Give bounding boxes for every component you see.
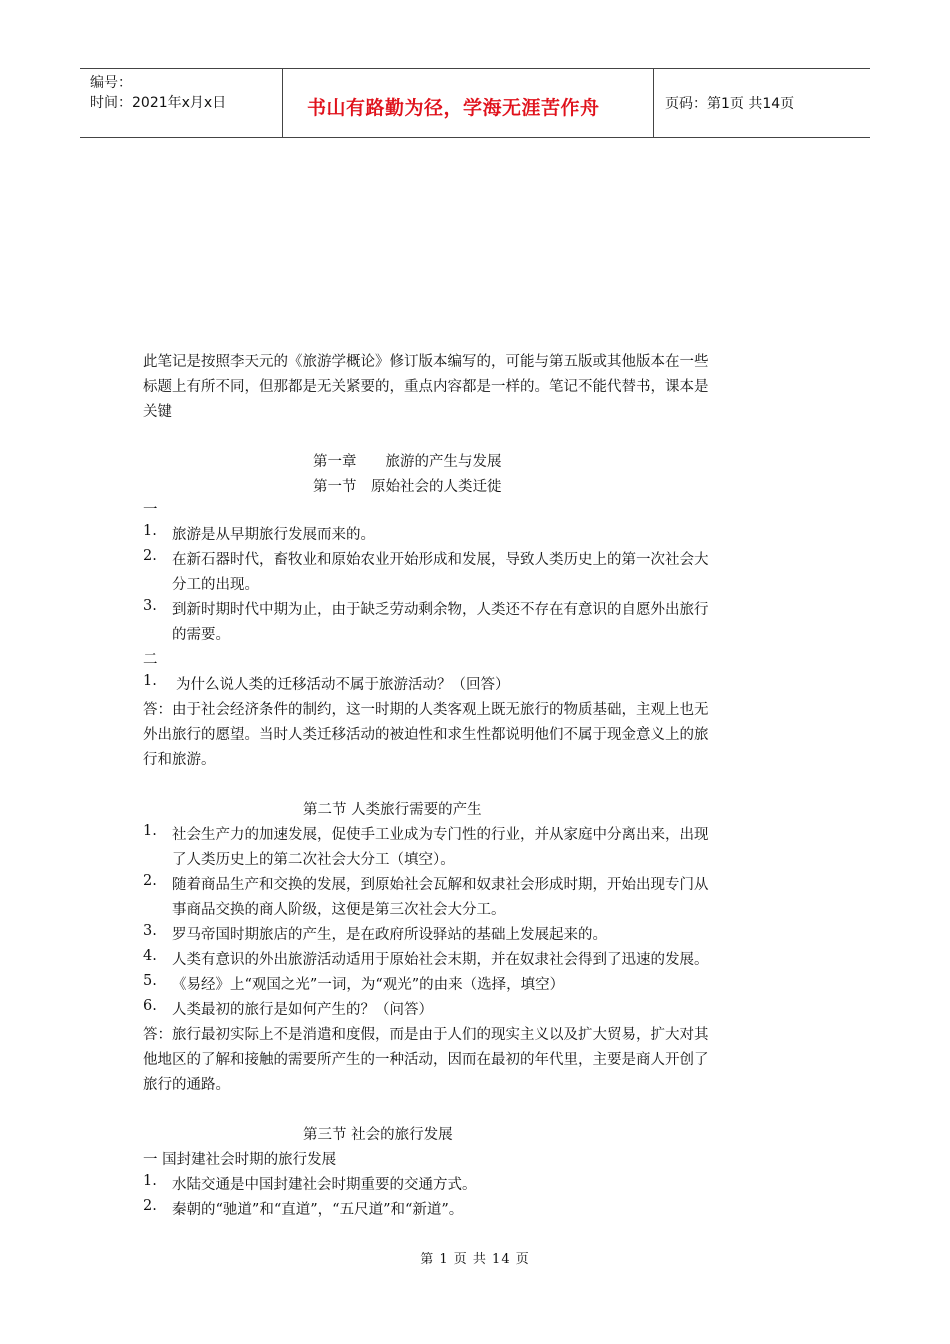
- page-header: [80, 68, 870, 138]
- list-item: 到新时期时代中期为止，由于缺乏劳动剩余物，人类还不存在有意识的自愿外出旅行: [172, 602, 709, 618]
- list-number: 1.: [143, 673, 157, 689]
- page-footer: 第 1 页 共 14 页: [420, 1252, 530, 1267]
- part-label: 一 国封建社会时期的旅行发展: [143, 1152, 337, 1168]
- list-number: 6.: [143, 998, 157, 1014]
- motto: 书山有路勤为径，学海无涯苦作舟: [307, 97, 600, 119]
- list-item: 旅游是从早期旅行发展而来的。: [172, 527, 375, 543]
- list-item: 人类有意识的外出旅游活动适用于原始社会末期，并在奴隶社会得到了迅速的发展。: [172, 952, 709, 968]
- section-title: 第二节 人类旅行需要的产生: [303, 802, 482, 818]
- list-item: 人类最初的旅行是如何产生的？（问答）: [172, 1002, 433, 1018]
- answer-line: 答：由于社会经济条件的制约，这一时期的人类客观上既无旅行的物质基础，主观上也无: [143, 702, 709, 718]
- list-number: 1.: [143, 1173, 157, 1189]
- page-info: 页码：第1页 共14页: [665, 96, 795, 112]
- header-meta: [80, 69, 283, 137]
- intro-line: 此笔记是按照李天元的《旅游学概论》修订版本编写的，可能与第五版或其他版本在一些: [143, 354, 709, 370]
- list-number: 2.: [143, 1198, 157, 1214]
- list-item: 在新石器时代，畜牧业和原始农业开始形成和发展，导致人类历史上的第一次社会大: [172, 552, 709, 568]
- section-title: 第一节 原始社会的人类迁徙: [313, 479, 502, 495]
- list-item: 事商品交换的商人阶级，这便是第三次社会大分工。: [172, 902, 506, 918]
- time-label: 时间：2021年x月x日: [90, 95, 227, 111]
- answer-line: 他地区的了解和接触的需要所产生的一种活动，因而在最初的年代里，主要是商人开创了: [143, 1052, 709, 1068]
- list-item: 了人类历史上的第二次社会大分工（填空）。: [172, 852, 455, 868]
- list-item: 分工的出现。: [172, 577, 259, 593]
- list-item: 社会生产力的加速发展，促使手工业成为专门性的行业，并从家庭中分离出来，出现: [172, 827, 709, 843]
- list-item: 罗马帝国时期旅店的产生，是在政府所设驿站的基础上发展起来的。: [172, 927, 607, 943]
- answer-line: 行和旅游。: [143, 752, 216, 768]
- header-motto-cell: [283, 69, 654, 137]
- number-label: 编号：: [90, 75, 132, 91]
- list-number: 4.: [143, 948, 157, 964]
- list-item: 水陆交通是中国封建社会时期重要的交通方式。: [172, 1177, 477, 1193]
- list-number: 5.: [143, 973, 157, 989]
- list-number: 3.: [143, 923, 157, 939]
- intro-line: 标题上有所不同，但那都是无关紧要的，重点内容都是一样的。笔记不能代替书，课本是: [143, 379, 709, 395]
- question: 为什么说人类的迁移活动不属于旅游活动？（回答）: [176, 677, 510, 693]
- answer-line: 答：旅行最初实际上不是消遣和度假，而是由于人们的现实主义以及扩大贸易，扩大对其: [143, 1027, 709, 1043]
- list-item: 《易经》上“观国之光”一词，为“观光”的由来（选择，填空）: [172, 977, 565, 993]
- intro-line: 关键: [143, 404, 172, 420]
- list-number: 2.: [143, 873, 157, 889]
- list-number: 2.: [143, 548, 157, 564]
- list-number: 1.: [143, 523, 157, 539]
- list-number: 3.: [143, 598, 157, 614]
- list-number: 1.: [143, 823, 157, 839]
- list-item: 随着商品生产和交换的发展，到原始社会瓦解和奴隶社会形成时期，开始出现专门从: [172, 877, 709, 893]
- part-label: 一: [143, 502, 158, 518]
- chapter-title: 第一章 旅游的产生与发展: [313, 454, 502, 470]
- answer-line: 外出旅行的愿望。当时人类迁移活动的被迫性和求生性都说明他们不属于现金意义上的旅: [143, 727, 709, 743]
- list-item: 的需要。: [172, 627, 230, 643]
- part-label: 二: [143, 652, 158, 668]
- answer-line: 旅行的通路。: [143, 1077, 230, 1093]
- section-title: 第三节 社会的旅行发展: [303, 1127, 453, 1143]
- list-item: 秦朝的“驰道”和“直道”，“五尺道”和“新道”。: [172, 1202, 464, 1218]
